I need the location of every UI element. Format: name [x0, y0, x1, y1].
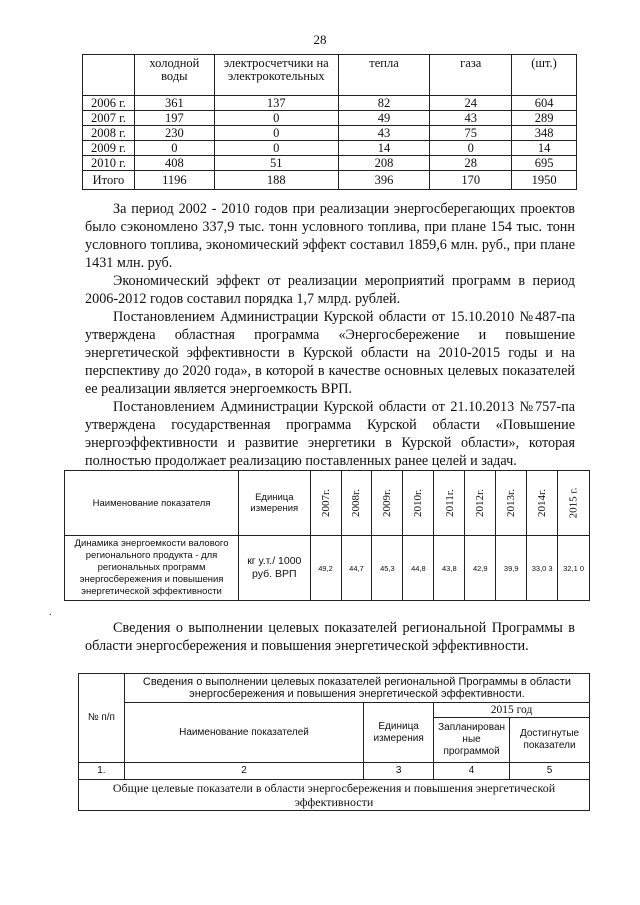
body-text	[85, 200, 575, 470]
year-label: 2014г.	[536, 488, 549, 518]
year-header: 2015 год	[434, 703, 590, 718]
table-cell: 0	[430, 141, 512, 156]
paragraph: Экономический эффект от реализации мероприятий программ в период 2006-2012 годов составил порядка 1,7 млрд. рублей.	[85, 273, 575, 307]
year-label: 2010г.	[412, 488, 425, 518]
table-header-row	[65, 471, 590, 536]
indicator-unit: кг у.т./ 1000 руб. ВРП	[239, 536, 311, 601]
header-cell: Единица измерения	[364, 703, 434, 763]
column-number: 3	[364, 763, 434, 780]
header-cell: Наименование показателей	[124, 703, 363, 763]
table-header-row	[79, 703, 590, 718]
row-label: Итого	[83, 171, 135, 190]
table-cell: 396	[338, 171, 430, 190]
header-cell	[83, 55, 135, 96]
table-cell: 188	[214, 171, 338, 190]
table-cell: 230	[134, 126, 214, 141]
value-cell: 44,7	[341, 536, 372, 601]
row-label: 2006 г.	[83, 96, 135, 111]
column-number: 5	[510, 763, 590, 780]
table-row	[83, 96, 577, 111]
table-row	[83, 141, 577, 156]
header-cell: холодной воды	[134, 55, 214, 96]
table-header-row	[83, 55, 577, 96]
section-heading-text: Сведения о выполнении целевых показателей региональной Программы в области энергосбережения и повышения энергетической эффективности.	[85, 620, 575, 654]
row-label: 2010 г.	[83, 156, 135, 171]
paragraph: Постановлением Администрации Курской области от 15.10.2010 №487-па утверждена областная программа «Энергосбережение и повышение энергетической эффективности в Курской области на 2010-2015 годы и на перспективу до 2020 года», в которой в качестве основных целевых показателей ее реализации является энергоемкость ВРП.	[85, 309, 575, 397]
meters-table	[82, 54, 577, 190]
table-total-row	[83, 171, 577, 190]
table-cell: 137	[214, 96, 338, 111]
year-label: 2008г.	[350, 488, 363, 518]
year-label: 2013г.	[505, 488, 518, 518]
subsection-row: Общие целевые показатели в области энергосбережения и повышения энергетической эффективности	[79, 780, 590, 811]
column-number: 1.	[79, 763, 125, 780]
value-cell: 44,8	[403, 536, 434, 601]
table-cell: 348	[512, 126, 577, 141]
header-cell: электросчетчики на электрокотельных	[214, 55, 338, 96]
table-cell: 51	[214, 156, 338, 171]
header-cell: Единица измерения	[239, 471, 311, 536]
value-cell: 49,2	[310, 536, 341, 601]
table-cell: 695	[512, 156, 577, 171]
table-cell: 49	[338, 111, 430, 126]
page-number: 28	[313, 32, 327, 47]
row-label: 2008 г.	[83, 126, 135, 141]
table-cell: 14	[338, 141, 430, 156]
table-cell: 208	[338, 156, 430, 171]
table-cell: 197	[134, 111, 214, 126]
table-cell: 289	[512, 111, 577, 126]
table-cell: 0	[214, 141, 338, 156]
table-cell: 408	[134, 156, 214, 171]
table-cell: 170	[430, 171, 512, 190]
table-cell: 28	[430, 156, 512, 171]
table-row	[79, 780, 590, 811]
table-cell: 1950	[512, 171, 577, 190]
year-header	[434, 471, 465, 536]
header-cell: тепла	[338, 55, 430, 96]
year-header	[310, 471, 341, 536]
value-cell: 42,9	[465, 536, 496, 601]
table-row	[83, 111, 577, 126]
year-header	[372, 471, 403, 536]
year-header	[403, 471, 434, 536]
value-cell: 33,0 3	[527, 536, 558, 601]
row-label: 2007 г.	[83, 111, 135, 126]
year-label: 2011г.	[443, 489, 456, 517]
table-cell: 75	[430, 126, 512, 141]
paragraph: Постановлением Администрации Курской области от 21.10.2013 №757-па утверждена государственная программа Курской области «Повышение энергоэффективности и развитие энергетики в Курской области», которая полностью продолжает реализацию поставленных ранее целей и задач.	[85, 399, 575, 469]
indicator-name: Динамика энергоемкости валового регионального продукта - для региональных программ энергосбережения и повышения энергетической эффективности	[65, 536, 239, 601]
table-caption-row	[79, 674, 590, 703]
table-cell: 14	[512, 141, 577, 156]
header-cell: Наименование показателя	[65, 471, 239, 536]
header-cell: газа	[430, 55, 512, 96]
year-header	[558, 471, 590, 536]
margin-dot: .	[49, 607, 52, 618]
value-cell: 32,1 0	[558, 536, 590, 601]
table-row	[79, 763, 590, 780]
paragraph: За период 2002 - 2010 годов при реализации энергосберегающих проектов было сэкономлено 337,9 тыс. тонн условного топлива, при плане 154 тыс. тонн условного топлива, экономический эффект составил 1859,6 млн. руб., при плане 1431 млн. руб.	[85, 201, 575, 271]
year-header	[465, 471, 496, 536]
table-cell: 24	[430, 96, 512, 111]
table-cell: 1196	[134, 171, 214, 190]
table-cell: 0	[214, 111, 338, 126]
table-cell: 604	[512, 96, 577, 111]
year-header	[496, 471, 527, 536]
year-label: 2007г.	[319, 488, 332, 518]
value-cell: 39,9	[496, 536, 527, 601]
table-cell: 82	[338, 96, 430, 111]
year-label: 2009г.	[381, 488, 394, 518]
column-number: 2	[124, 763, 363, 780]
year-label: 2012г.	[474, 488, 487, 518]
table-cell: 0	[214, 126, 338, 141]
header-cell: Достигнутые показатели	[510, 718, 590, 763]
table-row	[83, 156, 577, 171]
table-cell: 43	[430, 111, 512, 126]
year-header	[527, 471, 558, 536]
table-cell: 0	[134, 141, 214, 156]
target-indicators-table	[78, 673, 590, 811]
header-cell: (шт.)	[512, 55, 577, 96]
table-row	[65, 536, 590, 601]
header-cell: № п/п	[79, 674, 125, 763]
energy-intensity-table	[64, 470, 590, 601]
value-cell: 43,8	[434, 536, 465, 601]
value-cell: 45,3	[372, 536, 403, 601]
table-caption: Сведения о выполнении целевых показателей региональной Программы в области энергосбережения и повышения энергетической эффективности.	[124, 674, 589, 703]
table-cell: 43	[338, 126, 430, 141]
year-header	[341, 471, 372, 536]
row-label: 2009 г.	[83, 141, 135, 156]
table-row	[83, 126, 577, 141]
header-cell: Запланирован ные программой	[434, 718, 510, 763]
table-cell: 361	[134, 96, 214, 111]
column-number: 4	[434, 763, 510, 780]
section-heading	[85, 619, 575, 655]
year-label: 2015 г.	[567, 487, 580, 519]
